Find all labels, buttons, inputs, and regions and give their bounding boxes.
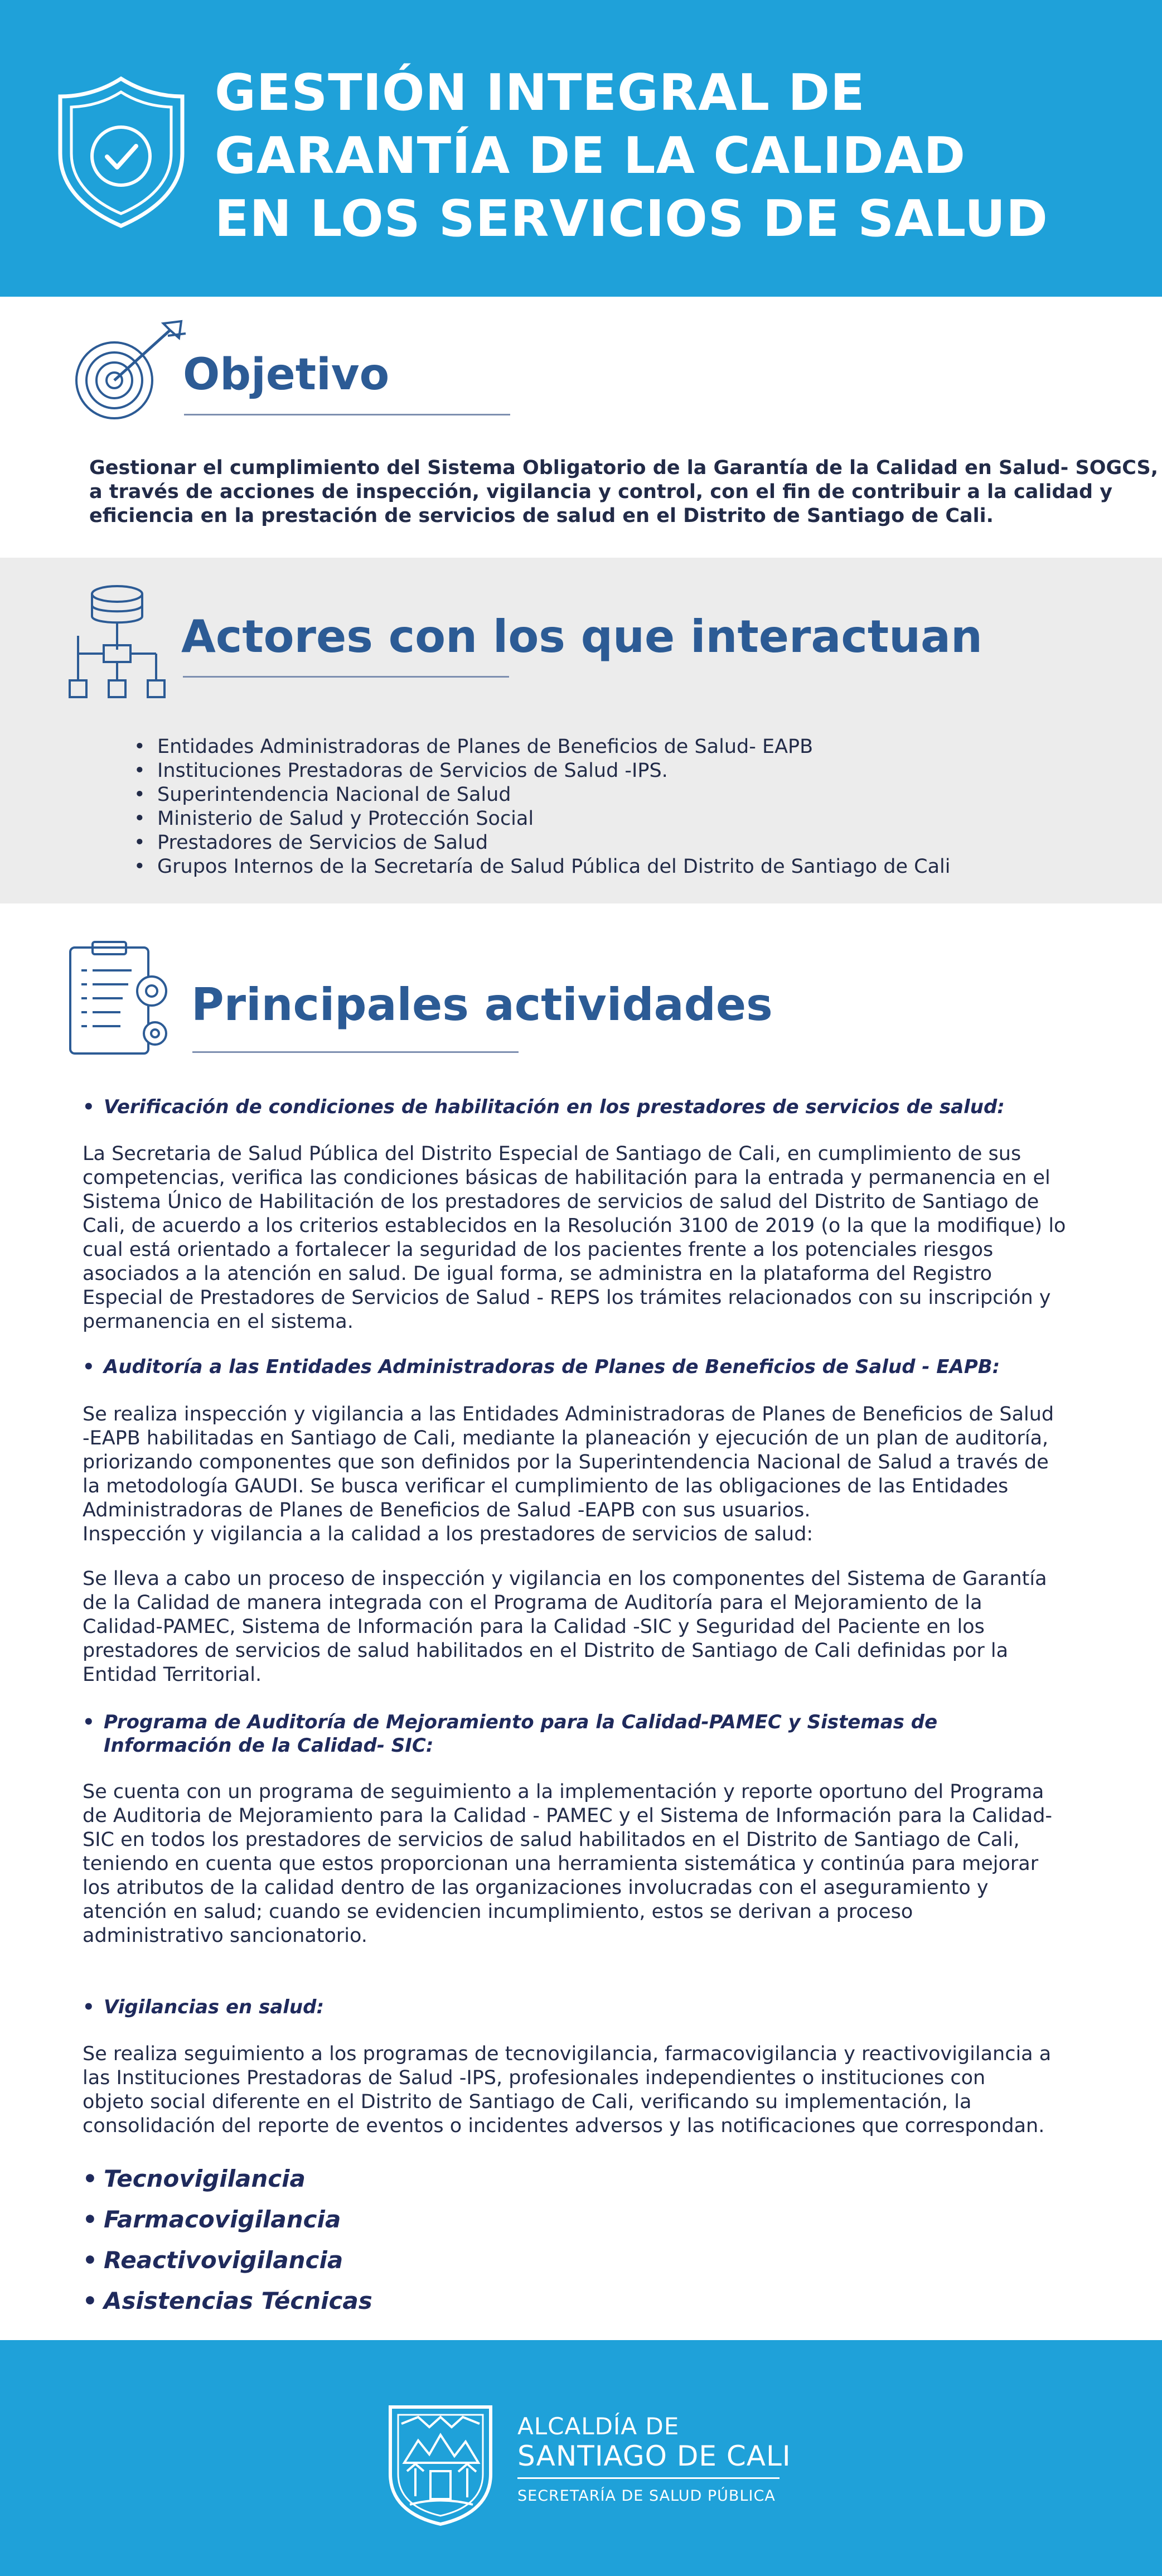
text-line: administrativo sancionatorio. xyxy=(83,1925,367,1947)
list-item: • Tecnovigilancia xyxy=(83,2158,372,2199)
text-line: Especial de Prestadores de Servicios de Salud - REPS los trámites relacionados con su inscripción y xyxy=(83,1287,1051,1309)
list-item: • Prestadores de Servicios de Salud xyxy=(134,831,951,855)
actors-list xyxy=(134,735,951,879)
title-line: EN LOS SERVICIOS DE SALUD xyxy=(215,190,1048,248)
text-line: Cali, de acuerdo a los criterios establecidos en la Resolución 3100 de 2019 (o la que la modifique) lo xyxy=(83,1215,1066,1237)
activity-paragraph xyxy=(83,1780,1086,1948)
activity-paragraph xyxy=(83,1142,1086,1334)
title-underline xyxy=(184,414,510,415)
title-underline xyxy=(183,676,509,678)
text-line: priorizando componentes que son definidos por la Superintendencia Nacional de Salud a través de xyxy=(83,1451,1049,1473)
heading-line: Programa de Auditoría de Mejoramiento para la Calidad-PAMEC y Sistemas de xyxy=(104,1711,938,1733)
text-line: Entidad Territorial. xyxy=(83,1664,262,1686)
list-item: • Reactivovigilancia xyxy=(83,2240,372,2280)
heading-text xyxy=(104,1710,937,1757)
text-line: de Auditoria de Mejoramiento para la Calidad - PAMEC y el Sistema de Información para la Calidad- xyxy=(83,1805,1053,1827)
text-line: competencias, verifica las condiciones básicas de habilitación para la entrada y permanencia en el xyxy=(83,1167,1050,1189)
section-actores xyxy=(0,558,1162,903)
heading-line: Información de la Calidad- SIC: xyxy=(104,1734,434,1757)
text-line: los atributos de la calidad dentro de las organizaciones involucradas con el aseguramiento y xyxy=(83,1877,989,1899)
heading-text: Vigilancias en salud: xyxy=(104,1996,325,2018)
text-line: Administradoras de Planes de Beneficios de Salud -EAPB con sus usuarios. xyxy=(83,1499,811,1521)
list-item: • Ministerio de Salud y Protección Social xyxy=(134,807,951,831)
target-arrow-icon xyxy=(70,319,187,419)
text-line: Gestionar el cumplimiento del Sistema Obligatorio de la Garantía de la Calidad en Salud- SOGCS, xyxy=(89,457,1159,479)
heading-text: Verificación de condiciones de habilitación en los prestadores de servicios de salud: xyxy=(104,1096,1005,1118)
activity-paragraph xyxy=(83,1403,1086,1546)
text-line: SIC en todos los prestadores de servicios de salud habilitados en el Distrito de Santiago de Cali, xyxy=(83,1829,1020,1851)
footer-line-2: SANTIAGO DE CALI xyxy=(517,2440,791,2472)
text-line: de la Calidad de manera integrada con el Programa de Auditoría para el Mejoramiento de la xyxy=(83,1592,982,1614)
text-line: Calidad-PAMEC, Sistema de Información para la Calidad -SIC y Seguridad del Paciente en los xyxy=(83,1616,985,1638)
footer-banner xyxy=(0,2340,1162,2576)
text-line: a través de acciones de inspección, vigilancia y control, con el fin de contribuir a la calidad y xyxy=(89,481,1113,503)
list-item: • Grupos Internos de la Secretaría de Salud Pública del Distrito de Santiago de Cali xyxy=(134,855,951,879)
title-underline xyxy=(192,1051,519,1053)
list-item: • Asistencias Técnicas xyxy=(83,2280,372,2321)
footer-divider xyxy=(517,2477,779,2479)
text-line: prestadores de servicios de salud habilitados en el Distrito de Santiago de Cali definidas por la xyxy=(83,1640,1009,1662)
list-item: • Entidades Administradoras de Planes de Beneficios de Salud- EAPB xyxy=(134,735,951,759)
activity-paragraph xyxy=(83,2042,1086,2138)
title-line: GESTIÓN INTEGRAL DE xyxy=(215,64,865,122)
page-title xyxy=(215,61,1135,250)
heading-text: Auditoría a las Entidades Administradoras de Planes de Beneficios de Salud - EAPB: xyxy=(104,1356,1000,1378)
list-item: • Superintendencia Nacional de Salud xyxy=(134,783,951,807)
text-line: -EAPB habilitadas en Santiago de Cali, mediante la planeación y ejecución de un plan de auditoría, xyxy=(83,1427,1049,1449)
vigilancias-list xyxy=(83,2158,372,2321)
clipboard-gears-icon xyxy=(67,940,173,1057)
list-item: • Instituciones Prestadoras de Servicios de Salud -IPS. xyxy=(134,759,951,783)
text-line: objeto social diferente en el Distrito de Santiago de Cali, verificando su implementación, la xyxy=(83,2091,972,2113)
text-line: Se cuenta con un programa de seguimiento a la implementación y reporte oportuno del Programa xyxy=(83,1781,1044,1803)
text-line: atención en salud; cuando se evidencien incumplimiento, estos se derivan a proceso xyxy=(83,1901,913,1923)
section-objetivo xyxy=(0,297,1162,558)
section-title: Actores con los que interactuan xyxy=(181,611,982,663)
text-line: Se realiza inspección y vigilancia a las Entidades Administradoras de Planes de Beneficios de Salud xyxy=(83,1403,1054,1425)
text-line: cual está orientado a fortalecer la seguridad de los pacientes frente a los potenciales riesgos xyxy=(83,1239,994,1261)
text-line: Sistema Único de Habilitación de los prestadores de servicios de salud del Distrito de Santiago de xyxy=(83,1191,1039,1213)
text-line: Se lleva a cabo un proceso de inspección y vigilancia en los componentes del Sistema de Garantía xyxy=(83,1568,1047,1590)
text-line: Se realiza seguimiento a los programas de tecnovigilancia, farmacovigilancia y reactivovigilancia a xyxy=(83,2043,1052,2065)
activity-paragraph xyxy=(83,1567,1086,1687)
text-line: la metodología GAUDI. Se busca verificar el cumplimiento de las obligaciones de las Entidades xyxy=(83,1475,1009,1497)
text-line: Inspección y vigilancia a la calidad a los prestadores de servicios de salud: xyxy=(83,1523,814,1545)
text-line: teniendo en cuenta que estos proporcionan una herramienta sistemática y continúa para mejorar xyxy=(83,1853,1039,1875)
text-line: asociados a la atención en salud. De igual forma, se administra en la plataforma del Registro xyxy=(83,1263,992,1285)
shield-check-icon xyxy=(56,75,187,229)
org-chart-database-icon xyxy=(67,583,167,703)
text-line: las Instituciones Prestadoras de Salud -IPS, profesionales independientes o instituciones con xyxy=(83,2067,986,2089)
text-line: eficiencia en la prestación de servicios de salud en el Distrito de Santiago de Cali. xyxy=(89,505,994,527)
footer-line-1: ALCALDÍA DE xyxy=(517,2413,680,2440)
city-seal-icon xyxy=(385,2401,496,2527)
header-banner xyxy=(0,0,1162,297)
title-line: GARANTÍA DE LA CALIDAD xyxy=(215,127,966,185)
text-line: permanencia en el sistema. xyxy=(83,1311,354,1333)
list-item: • Farmacovigilancia xyxy=(83,2199,372,2240)
text-line: La Secretaria de Salud Pública del Distrito Especial de Santiago de Cali, en cumplimiento de sus xyxy=(83,1143,1021,1165)
text-line: consolidación del reporte de eventos o incidentes adversos y las notificaciones que correspondan. xyxy=(83,2115,1045,2137)
section-title: Objetivo xyxy=(183,350,390,400)
section-title: Principales actividades xyxy=(191,979,773,1031)
objetivo-text xyxy=(89,456,1158,528)
footer-line-3: SECRETARÍA DE SALUD PÚBLICA xyxy=(517,2487,776,2505)
